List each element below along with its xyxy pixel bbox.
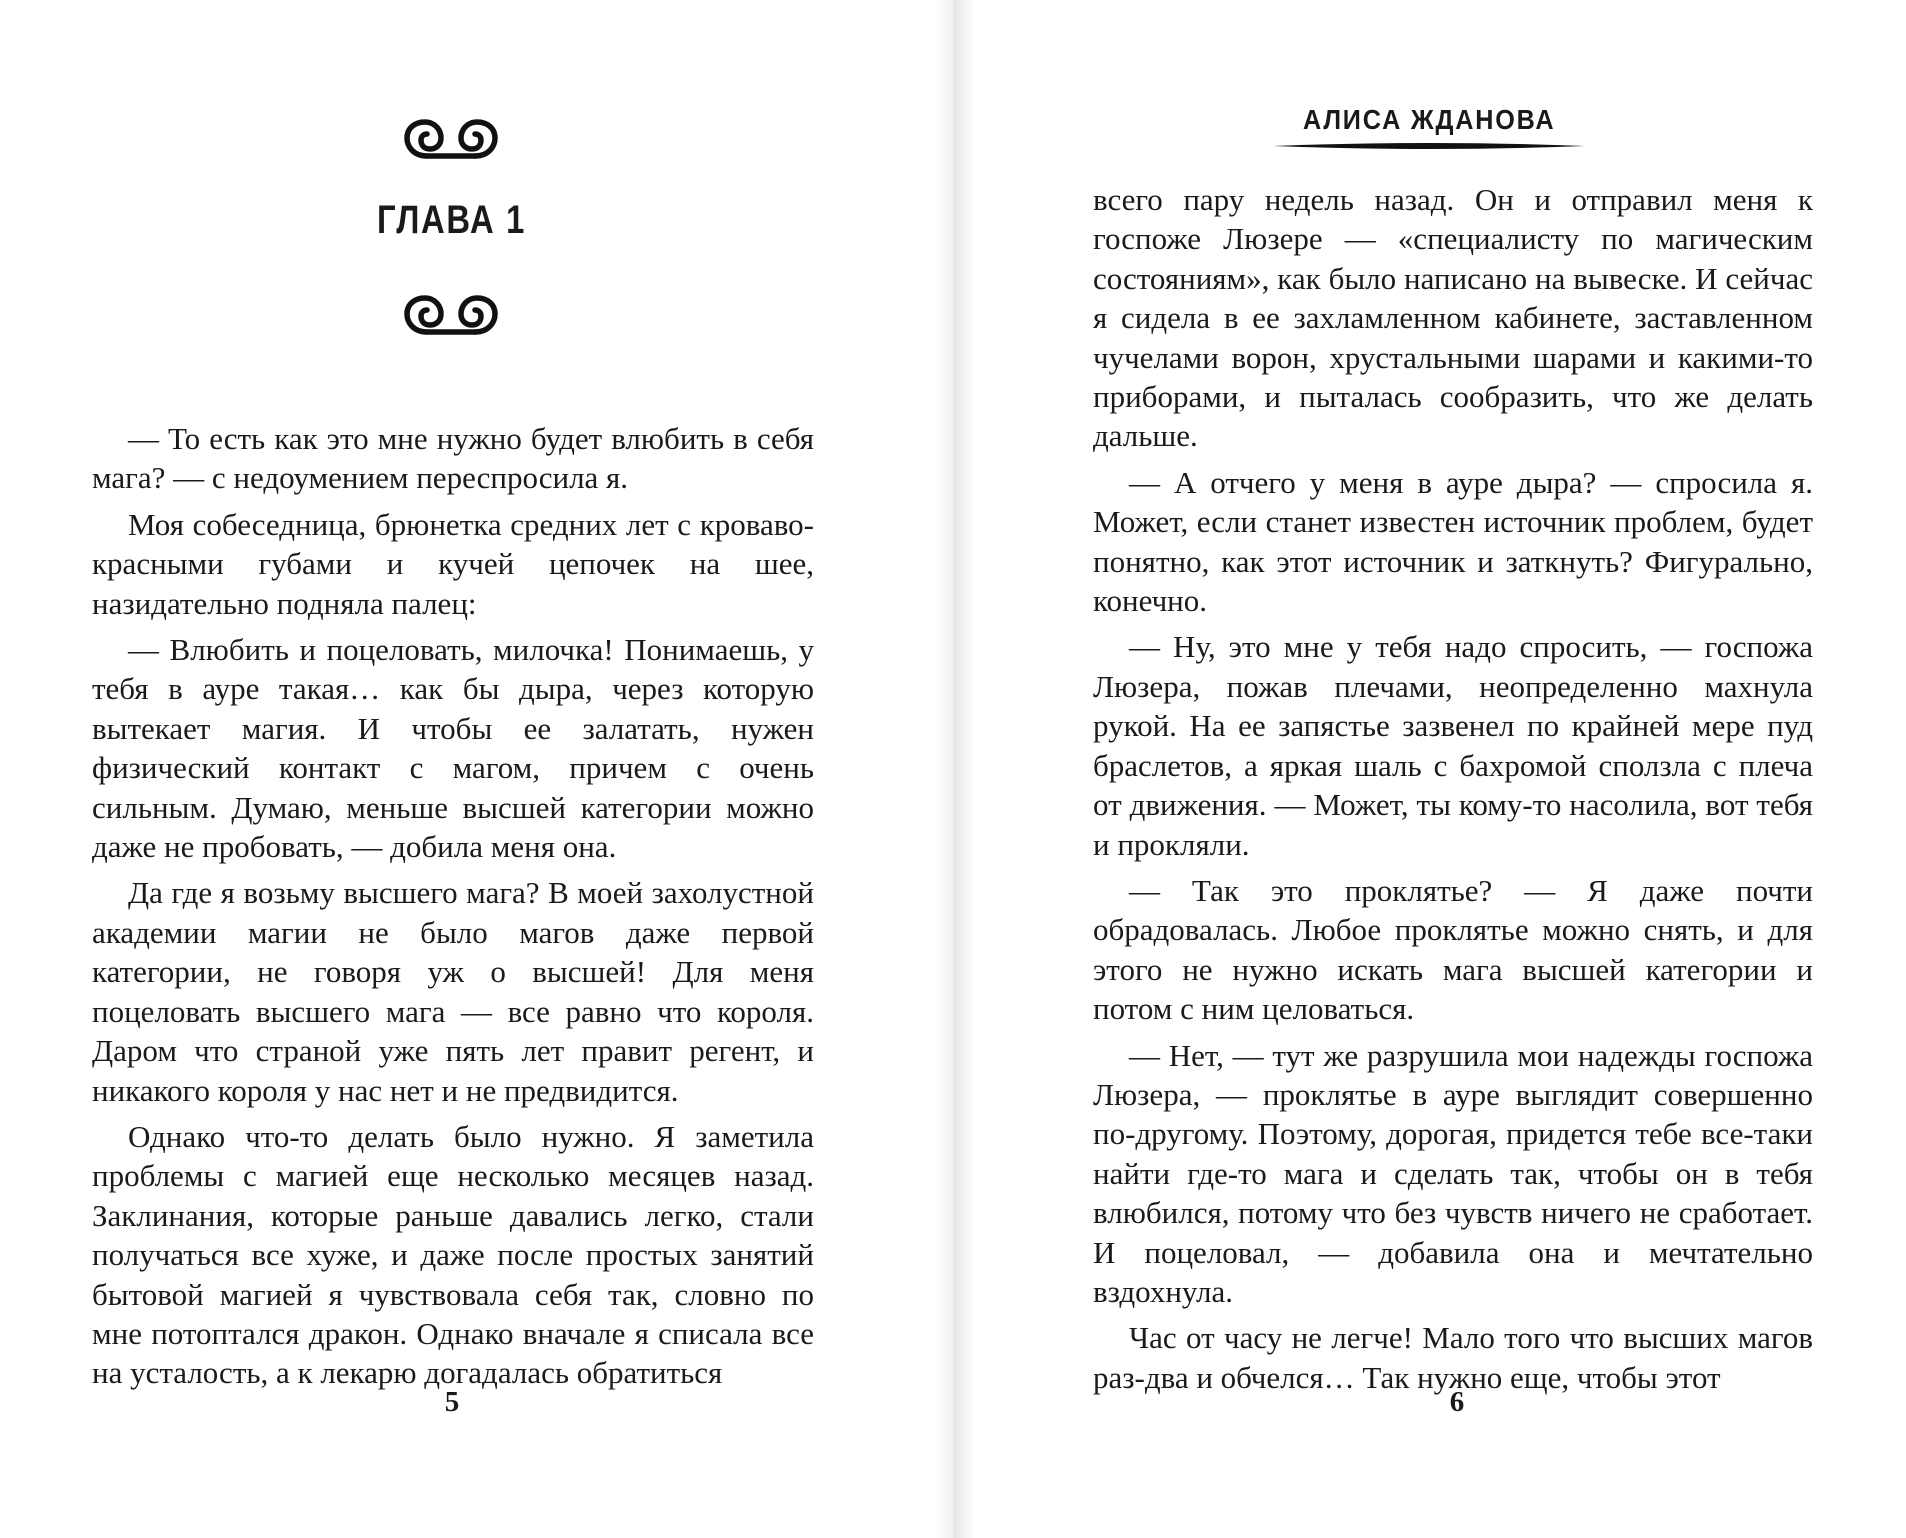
paragraph: — А отчего у меня в ауре дыра? — спросила я. Может, если станет известен источник проблем, будет понятно, как этот источник и заткнуть? Фигурально, конечно.: [1093, 464, 1813, 619]
paragraph: — Так это проклятье? — Я даже почти обрадовалась. Любое проклятье можно снять, и для этого не нужно искать мага высшей категории и потом с ним целоваться.: [1093, 872, 1813, 1027]
swirl-ornament-bottom-icon: [403, 294, 499, 338]
page-number: 5: [444, 1386, 460, 1418]
page-number: 6: [1449, 1386, 1465, 1418]
author-name: АЛИСА ЖДАНОВА: [1303, 104, 1556, 135]
paragraph: Моя собеседница, брюнетка средних лет с кроваво-красными губами и кучей цепочек на шее, назидательно подняла палец:: [92, 506, 814, 621]
left-page-body: [92, 419, 814, 1400]
paragraph: Да где я возьму высшего мага? В моей захолустной академии магии не было магов даже первой категории, не говоря уж о высшей! Для меня поцеловать высшего мага — все равно что короля. Даром что страной уже пять лет правит регент, и никакого короля у нас нет и не предвидится.: [92, 875, 814, 1108]
chapter-title: ГЛАВА 1: [376, 198, 527, 242]
paragraph: всего пару недель назад. Он и отправил меня к госпоже Люзере — «специалисту по магическим состояниям», как было написано на вывеске. И сейчас я сидела в ее захламленном кабинете, заставленном чучелами ворон, хрустальными шарами и какими-то приборами, и пыталась сообразить, что же делать дальше.: [1093, 182, 1813, 454]
running-head: [953, 104, 1906, 146]
paragraph: Час от часу не легче! Мало того что высших магов раз-два и обчелся… Так нужно еще, чтобы этот: [1093, 1320, 1813, 1395]
gutter-shadow: [953, 0, 975, 1538]
paragraph: — Влюбить и поцеловать, милочка! Понимаешь, у тебя в ауре такая… как бы дыра, через которую вытекает магия. И чтобы ее залатать, нужен физический контакт с магом, причем с очень сильным. Думаю, меньше высшей категории можно даже не пробовать, — добила меня она.: [92, 632, 814, 865]
paragraph: Однако что-то делать было нужно. Я заметила проблемы с магией еще несколько месяцев назад. Заклинания, которые раньше давались легко, стали получаться все хуже, и даже после простых занятий бытовой магией я чувствовала себя так, словно по мне потоптался дракон. Однако вначале я списала все на усталость, а к лекарю догадалась обратиться: [92, 1118, 814, 1391]
paragraph: — То есть как это мне нужно будет влюбить в себя мага? — с недоумением переспросила я.: [92, 421, 814, 496]
gutter-shadow: [935, 0, 953, 1538]
swirl-ornament-top-icon: [403, 118, 499, 162]
running-head-rule: [1273, 142, 1585, 150]
paragraph: — Ну, это мне у тебя надо спросить, — госпожа Люзера, пожав плечами, неопределенно махнула рукой. На ее запястье зазвенел по крайней мере пуд браслетов, а яркая шаль с бахромой сползла с плеча от движения. — Может, ты кому-то насолила, вот тебя и прокляли.: [1093, 629, 1813, 862]
paragraph: — Нет, — тут же разрушила мои надежды госпожа Люзера, — проклятье в ауре выглядит совершенно по-другому. Поэтому, дорогая, придется тебе все-таки найти где-то мага и сделать так, чтобы он в тебя влюбился, потому что без чувств ничего не сработает. И поцеловал, — добавила она и мечтательно вздохнула.: [1093, 1037, 1813, 1309]
right-page-body: [1093, 180, 1813, 1404]
